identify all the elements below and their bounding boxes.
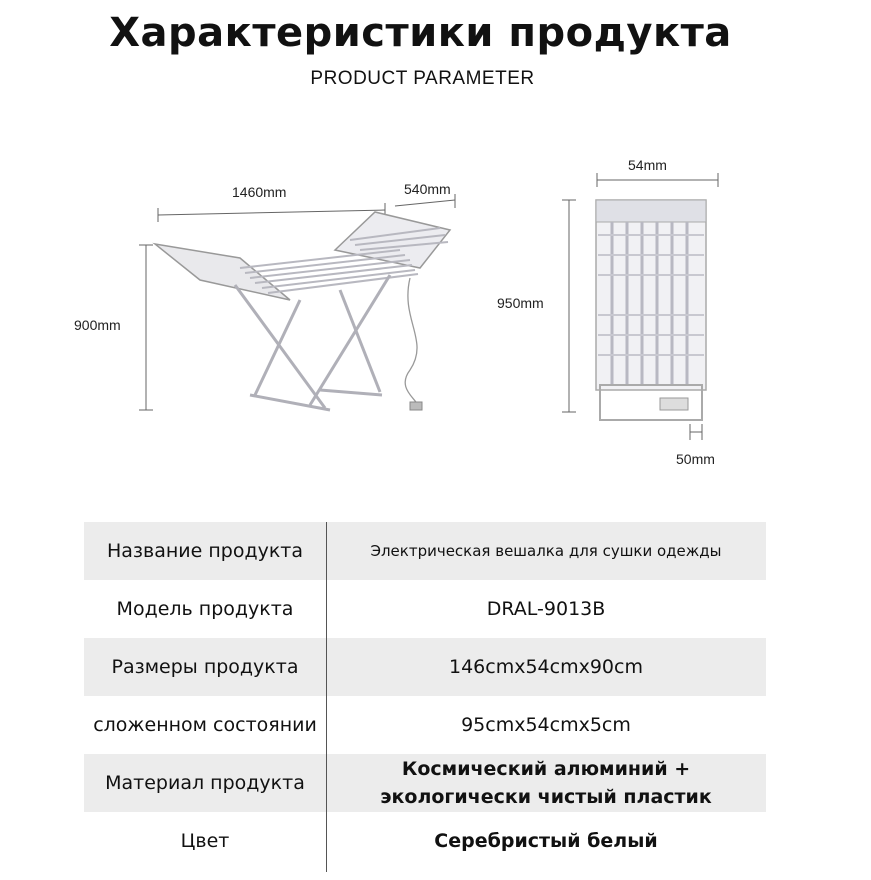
folded-height-dimension: 950mm: [497, 295, 544, 311]
page-title: Характеристики продукта: [109, 10, 732, 56]
spec-label: Название продукта: [106, 540, 304, 562]
spec-label: Материал продукта: [105, 772, 305, 794]
spec-value-line: Космический алюминий +: [401, 758, 691, 780]
spec-value: 146cmx54cmx90cm: [449, 656, 643, 678]
unfolded-rack-icon: [155, 212, 450, 410]
folded-depth-dimension: 50mm: [676, 451, 715, 467]
spec-value: Электрическая вешалка для сушки одежды: [370, 542, 722, 560]
folded-rack-icon: [596, 200, 706, 420]
spec-value: Серебристый белый: [434, 830, 658, 852]
spec-value: DRAL-9013B: [486, 598, 606, 620]
width-dimension: 540mm: [404, 181, 451, 197]
folded-width-dimension: 54mm: [628, 157, 667, 173]
spec-value: 95cmx54cmx5cm: [461, 714, 631, 736]
spec-table: [84, 522, 766, 870]
table-divider: [326, 522, 327, 872]
table-row: [84, 696, 766, 754]
spec-label: сложенном состоянии: [93, 714, 317, 736]
page-subtitle: PRODUCT PARAMETER: [310, 68, 535, 89]
table-row: [84, 638, 766, 696]
spec-label: Модель продукта: [116, 598, 294, 620]
spec-value: [326, 755, 766, 811]
table-row: [84, 754, 766, 812]
spec-value-line: экологически чистый пластик: [380, 786, 712, 808]
table-row: [84, 522, 766, 580]
spec-label: Цвет: [180, 830, 230, 852]
spec-label: Размеры продукта: [111, 656, 299, 678]
table-row: [84, 580, 766, 638]
height-dimension: 900mm: [74, 317, 121, 333]
table-row: [84, 812, 766, 870]
length-dimension: 1460mm: [232, 184, 287, 200]
